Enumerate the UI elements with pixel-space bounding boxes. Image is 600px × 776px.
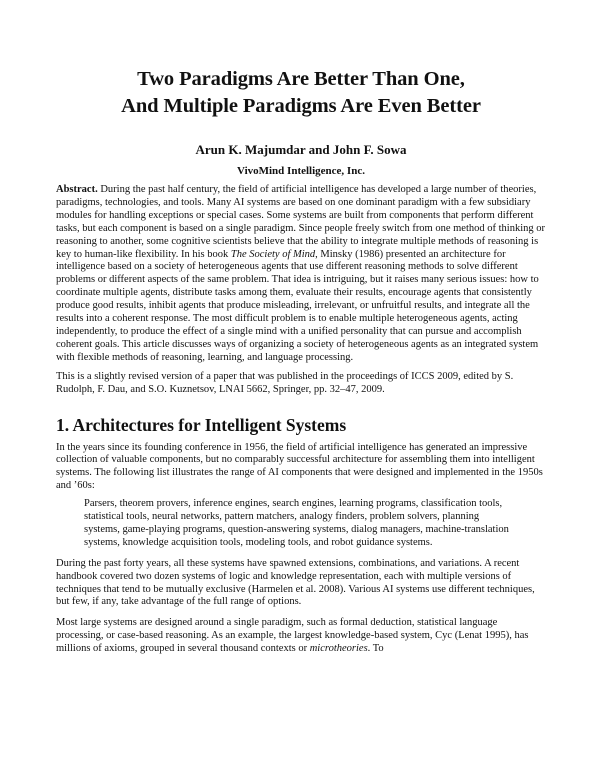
- affiliation: VivoMind Intelligence, Inc.: [237, 165, 365, 177]
- paragraph-3-text-end: . To: [367, 643, 384, 655]
- abstract-book-title: The Society of Mind: [230, 248, 316, 260]
- section-1-paragraph-1: In the years since its founding conference in 1956, the field of artificial intelligence has generated an impressive collection of valuable components, but no comparably successful architecture for assembling them into intelligent systems. The following list illustrates the range of AI components that were designed and implemented in the 1950s and ’60s:: [56, 441, 543, 492]
- paper-page: [56, 66, 546, 656]
- paragraph-3-text-start: Most large systems are designed around a single paradigm, such as formal deduction, statistical language processing, or case-based reasoning. As an example, the largest knowledge-based system, Cyc (Lenat 1995), has millions of axioms, grouped in several thousand contexts or: [56, 617, 529, 655]
- abstract: [56, 184, 546, 365]
- microtheories-term: microtheories: [309, 643, 368, 655]
- ai-component-list: Parsers, theorem provers, inference engines, search engines, learning programs, classification tools, statistical tools, neural networks, pattern matchers, analogy finders, problem solvers, planning systems, game-playing programs, question-answering systems, dialog managers, machine-translation systems, knowledge acquisition tools, modeling tools, and robot guidance systems.: [84, 498, 509, 548]
- revision-note: This is a slightly revised version of a paper that was published in the proceedings of ICCS 2009, edited by S. Rudolph, F. Dau, and S.O. Kuznetsov, LNAI 5662, Springer, pp. 32–47, 2009.: [56, 370, 514, 395]
- section-1-paragraph-2: During the past forty years, all these systems have spawned extensions, combinations, and variations. A recent handbook covered two dozen systems of logic and knowledge representation, each with multiple versions of techniques that tend to be mutually exclusive (Harmelen et al. 2008). Various AI systems use different techniques, but few, if any, take advantage of the full range of options.: [56, 557, 535, 608]
- paper-title: [56, 66, 546, 120]
- title-line-2: And Multiple Paradigms Are Even Better: [121, 95, 481, 117]
- abstract-text-2: , Minsky (1986) presented an architecture for intelligence based on a society of heterogeneous agents that use different reasoning methods to solve different problems or different aspects of the same problem. That idea is intriguing, but it raises many serious issues: how to coordinate multiple agents, distribute tasks among them, evaluate their results, encourage agents that consistently produce good results, inhibit agents that produce misleading, irrelevant, or unfruitful results, and integrate all the results into a coherent response. The most difficult problem is to enable multiple heterogeneous agents, acting independently, to produce the effect of a single mind with a unified personality that can pursue and accomplish coherent goals. This article discusses ways of organizing a society of heterogeneous agents as an integrated system with flexible methods of reasoning, learning, and language processing.: [56, 248, 539, 363]
- abstract-label: Abstract.: [56, 184, 98, 195]
- author-list: Arun K. Majumdar and John F. Sowa: [195, 142, 407, 157]
- section-1-heading: 1. Architectures for Intelligent Systems: [56, 414, 347, 435]
- section-1-paragraph-3: [56, 617, 546, 656]
- title-line-1: Two Paradigms Are Better Than One,: [137, 68, 465, 90]
- abstract-text-1: During the past half century, the field of artificial intelligence has developed a large number of theories, paradigms, technologies, and tools. Many AI systems are based on one dominant paradigm with a few subsidiary modules for handling exceptions or special cases. Some systems are built from components that perform different tasks, but each component is based on a single paradigm. Since people freely switch from one method of thinking or reasoning to another, some cognitive scientists believe that the ability to integrate multiple methods of reasoning is key to human-like flexibility. In his book: [56, 184, 546, 260]
